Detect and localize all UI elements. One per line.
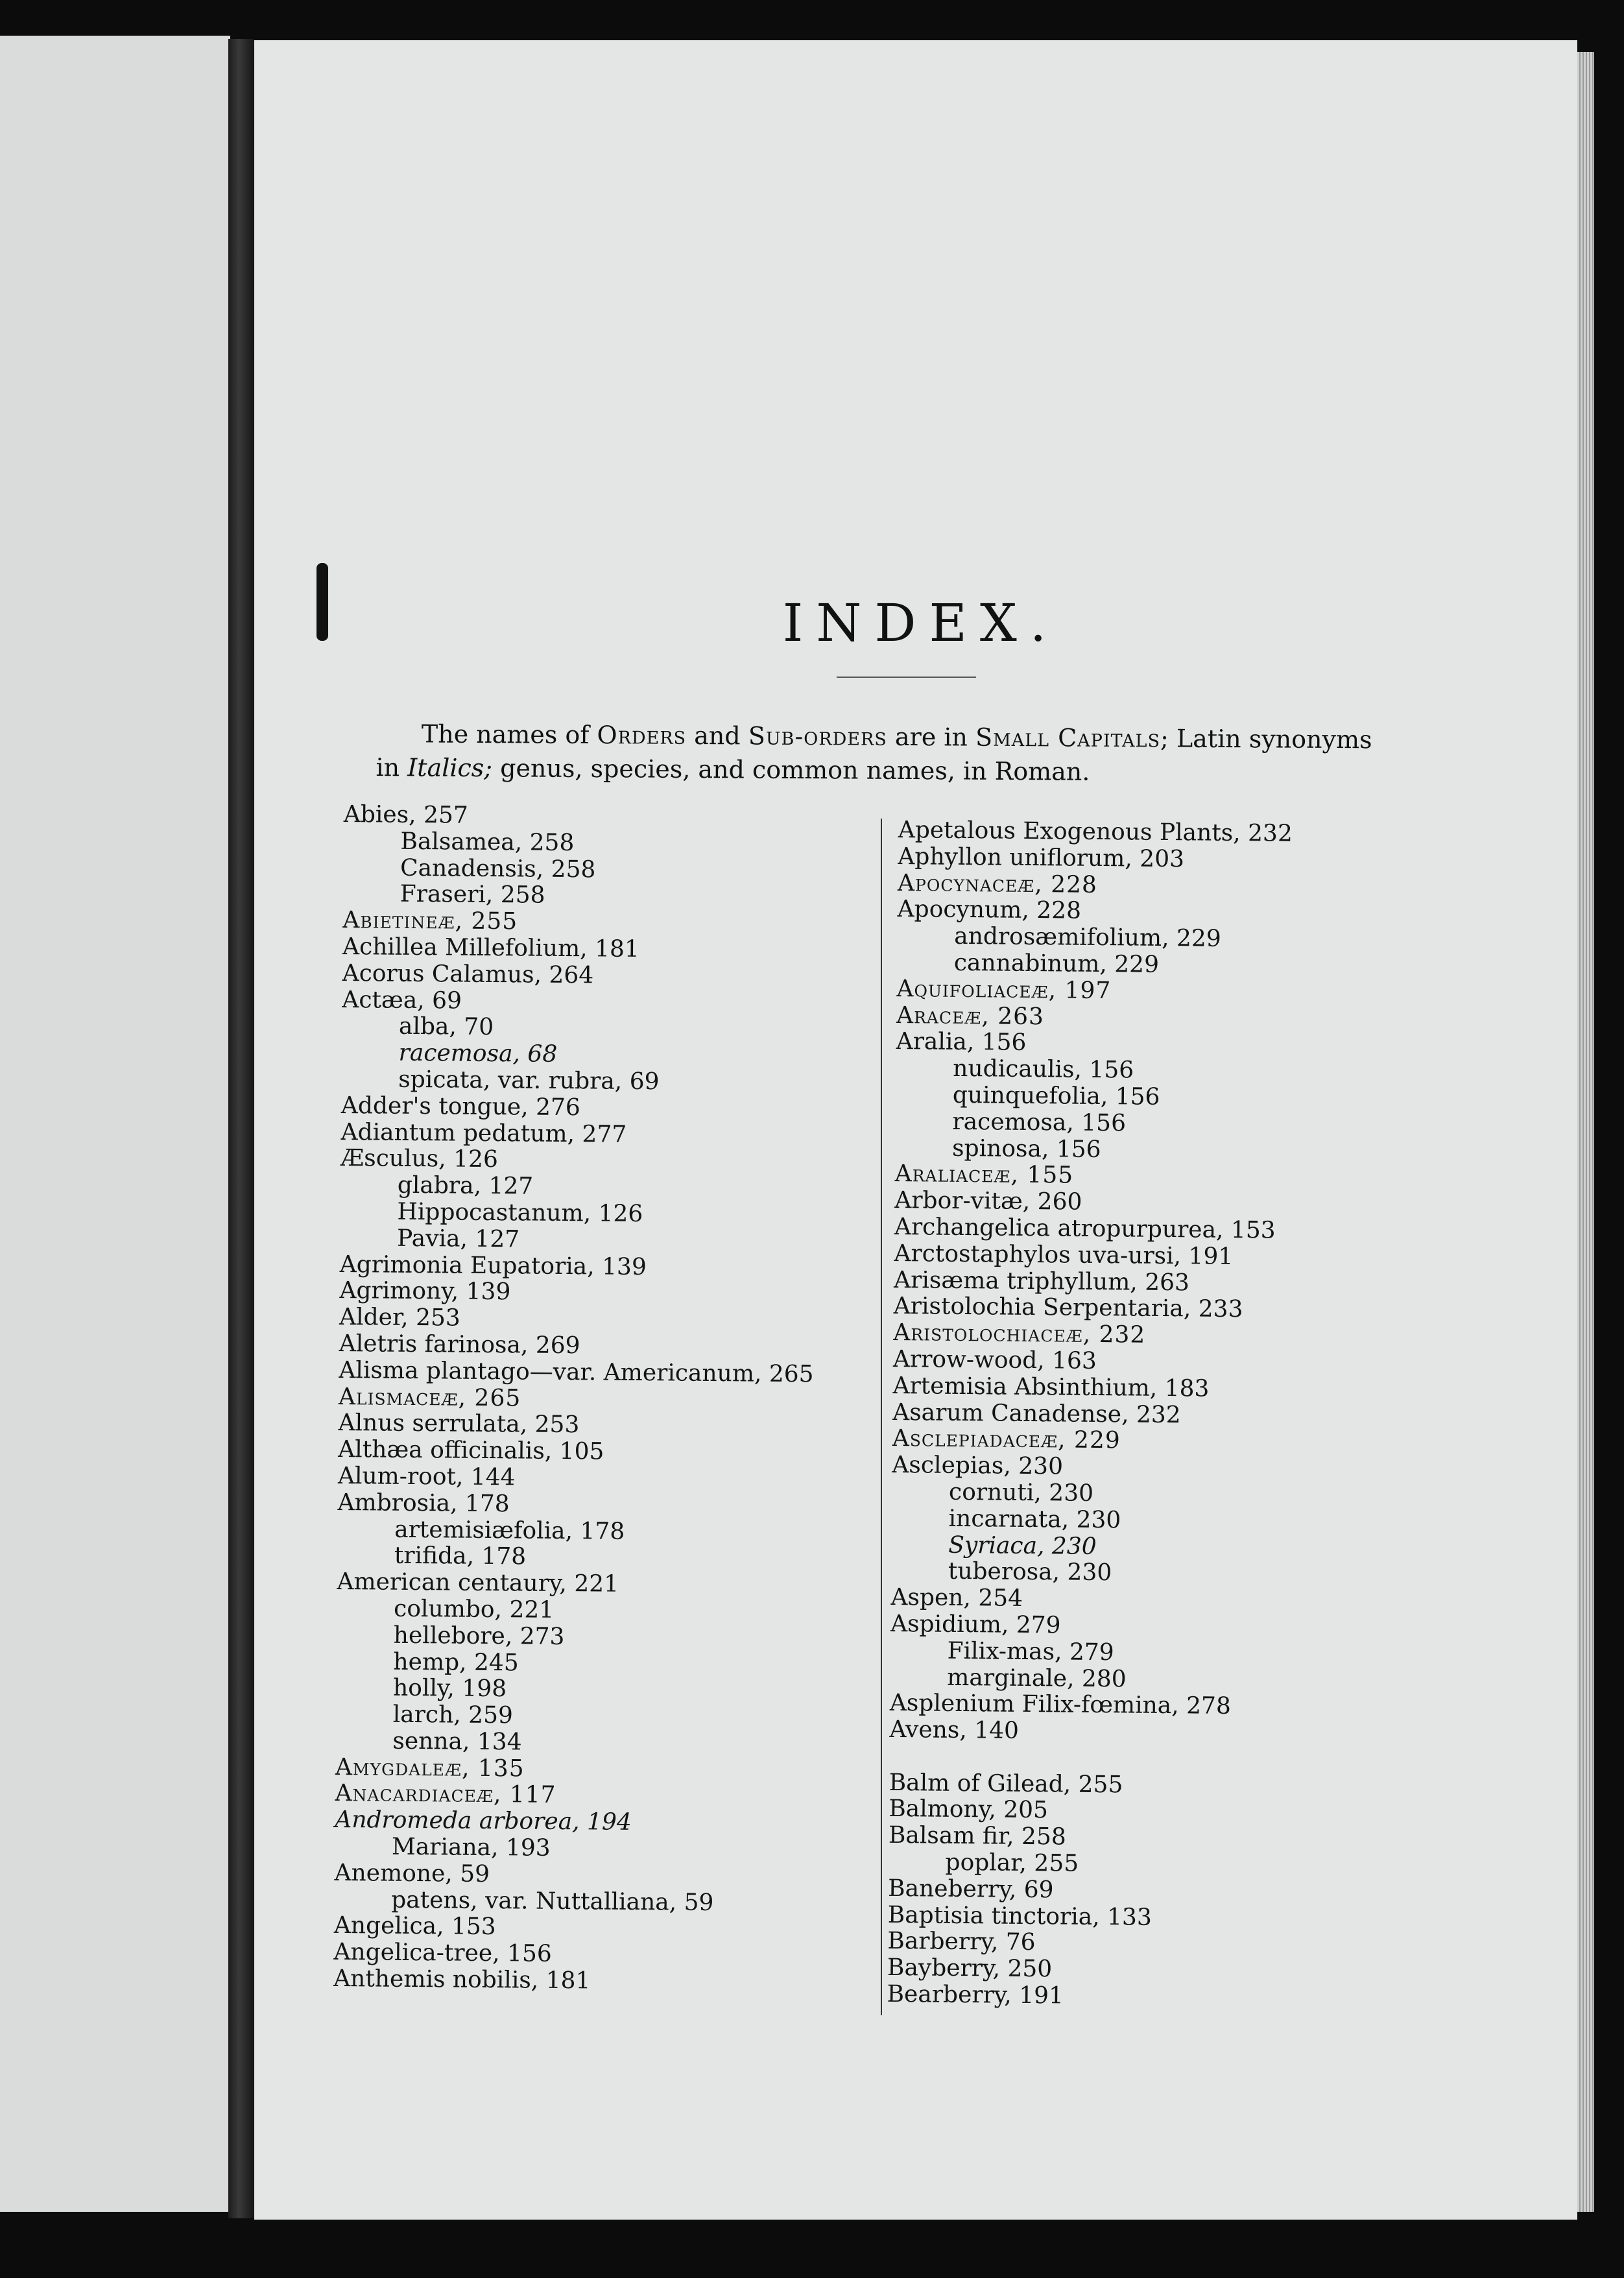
index-entry: artemisiæfolia, 178 [394, 1516, 625, 1545]
index-entry: Achillea Millefolium, 181 [342, 933, 639, 963]
index-entry: tuberosa, 230 [948, 1558, 1112, 1587]
index-entry: Abietineæ, 255 [342, 907, 518, 935]
index-entry: Aletris farinosa, 269 [339, 1330, 580, 1360]
page-edges [1577, 52, 1594, 2212]
index-entry: cannabinum, 229 [953, 949, 1160, 978]
index-entry: Ambrosia, 178 [337, 1489, 510, 1517]
index-entry: Artemisia Absinthium, 183 [892, 1372, 1210, 1402]
index-entry: alba, 70 [398, 1013, 494, 1041]
index-entry: racemosa, 156 [952, 1108, 1127, 1137]
index-entry: Araceæ, 263 [896, 1001, 1045, 1030]
index-column-right [887, 817, 1293, 2012]
intro-line-2: in Italics; genus, species, and common names, in Roman. [376, 752, 1090, 786]
index-entry: Filix-mas, 279 [947, 1637, 1114, 1666]
index-entry: Agrimony, 139 [339, 1277, 511, 1306]
index-entry: Aphyllon uniflorum, 203 [898, 843, 1185, 873]
index-entry: spinosa, 156 [951, 1134, 1101, 1163]
index-entry: Archangelica atropurpurea, 153 [894, 1213, 1276, 1244]
index-entry: Acorus Calamus, 264 [342, 959, 594, 989]
index-entry: Araliaceæ, 155 [894, 1160, 1074, 1189]
title-rule [837, 677, 976, 678]
index-entry: Asclepiadaceæ, 229 [892, 1425, 1121, 1454]
index-entry: Andromeda arborea, 194 [335, 1806, 632, 1836]
index-entry: hellebore, 273 [393, 1622, 565, 1650]
index-entry: Aralia, 156 [896, 1028, 1027, 1057]
index-entry: Alum-root, 144 [337, 1462, 516, 1491]
index-entry: Asclepias, 230 [892, 1452, 1064, 1480]
index-entry: Barberry, 76 [887, 1928, 1036, 1956]
index-entry: poplar, 255 [945, 1849, 1079, 1877]
index-entry: larch, 259 [392, 1701, 514, 1729]
index-entry: Alnus serrulata, 253 [338, 1409, 580, 1439]
index-entry: Fraseri, 258 [400, 881, 545, 909]
index-entry: Anemone, 59 [334, 1859, 490, 1888]
left-page [0, 36, 230, 2212]
column-divider [881, 819, 882, 2015]
index-entry: Baneberry, 69 [887, 1875, 1054, 1904]
index-entry: patens, var. Nuttalliana, 59 [391, 1886, 714, 1916]
index-entry: Aquifoliaceæ, 197 [896, 975, 1112, 1004]
index-entry: columbo, 221 [393, 1595, 555, 1624]
index-entry: Bearberry, 191 [887, 1980, 1064, 2009]
index-entry: incarnata, 230 [948, 1505, 1121, 1534]
index-entry: Æsculus, 126 [340, 1145, 499, 1173]
index-entry: Aristolochia Serpentaria, 233 [893, 1293, 1243, 1323]
index-entry: holly, 198 [392, 1675, 507, 1703]
index-entry: quinquefolia, 156 [952, 1081, 1160, 1110]
index-entry: senna, 134 [392, 1727, 522, 1756]
index-entry: Balsamea, 258 [400, 828, 575, 856]
index-entry: Anacardiaceæ, 117 [335, 1780, 556, 1809]
index-entry: Anthemis nobilis, 181 [333, 1965, 591, 1995]
index-entry: trifida, 178 [394, 1542, 527, 1570]
index-entry: hemp, 245 [393, 1648, 519, 1676]
index-entry: Arctostaphylos uva-ursi, 191 [894, 1240, 1234, 1270]
intro-line-1: The names of Orders and Sub-orders are in Small Capitals; Latin synonyms [421, 719, 1372, 754]
index-entry: Pavia, 127 [396, 1225, 520, 1253]
index-entry: glabra, 127 [397, 1171, 534, 1200]
index-entry: Apetalous Exogenous Plants, 232 [898, 817, 1293, 847]
index-entry: Aspidium, 279 [890, 1610, 1061, 1639]
index-entry: Balsam fir, 258 [888, 1822, 1066, 1851]
index-entry: Aspen, 254 [890, 1584, 1023, 1613]
ink-mark [316, 563, 328, 641]
index-entry: Balm of Gilead, 255 [889, 1769, 1123, 1799]
book-gutter [228, 39, 254, 2218]
index-entry: Baptisia tinctoria, 133 [887, 1901, 1152, 1931]
index-entry: Alisma plantago—var. Americanum, 265 [339, 1356, 814, 1388]
index-entry: Angelica, 153 [333, 1912, 496, 1941]
index-entry: Arisæma triphyllum, 263 [893, 1266, 1190, 1296]
index-entry: nudicaulis, 156 [953, 1055, 1134, 1084]
index-entry: Agrimonia Eupatoria, 139 [339, 1251, 647, 1280]
index-entry: Hippocastanum, 126 [397, 1198, 643, 1228]
index-entry: Abies, 257 [343, 801, 468, 829]
index-entry: Amygdaleæ, 135 [335, 1753, 525, 1782]
index-entry: Adiantum pedatum, 277 [340, 1118, 627, 1148]
index-gap [889, 1744, 1284, 1774]
index-entry: American centaury, 221 [337, 1568, 619, 1598]
index-entry: Alder, 253 [339, 1304, 460, 1332]
index-entry: Apocynum, 228 [897, 896, 1082, 925]
index-entry: Arbor-vitæ, 260 [894, 1187, 1082, 1216]
index-entry: androsæmifolium, 229 [954, 923, 1221, 952]
index-entry: marginale, 280 [947, 1664, 1127, 1692]
index-entry: Asarum Canadense, 232 [892, 1398, 1181, 1428]
page-title: INDEX. [782, 592, 1060, 653]
index-entry: Althæa officinalis, 105 [338, 1436, 604, 1465]
index-entry: Arrow-wood, 163 [892, 1345, 1097, 1374]
index-entry: Avens, 140 [889, 1716, 1020, 1744]
index-entry: racemosa, 68 [398, 1039, 558, 1068]
intro-note [376, 717, 1440, 791]
index-entry: Adder's tongue, 276 [340, 1092, 580, 1121]
index-entry: Canadensis, 258 [400, 854, 596, 883]
index-entry: Asplenium Filix-fœmina, 278 [889, 1690, 1232, 1720]
index-entry: Alismaceæ, 265 [338, 1383, 521, 1411]
index-entry: cornuti, 230 [948, 1478, 1094, 1507]
index-entry: Syriaca, 230 [948, 1531, 1097, 1560]
index-entry: Balmony, 205 [889, 1795, 1049, 1824]
index-entry: Bayberry, 250 [887, 1954, 1053, 1983]
index-entry: spicata, var. rubra, 69 [398, 1066, 660, 1096]
index-entry: Angelica-tree, 156 [333, 1939, 552, 1968]
index-column-left [333, 802, 818, 1996]
index-entry: Mariana, 193 [391, 1833, 551, 1862]
index-entry: Aristolochiaceæ, 232 [893, 1319, 1146, 1349]
index-entry: Apocynaceæ, 228 [897, 869, 1098, 898]
index-entry: Actæa, 69 [342, 986, 462, 1014]
